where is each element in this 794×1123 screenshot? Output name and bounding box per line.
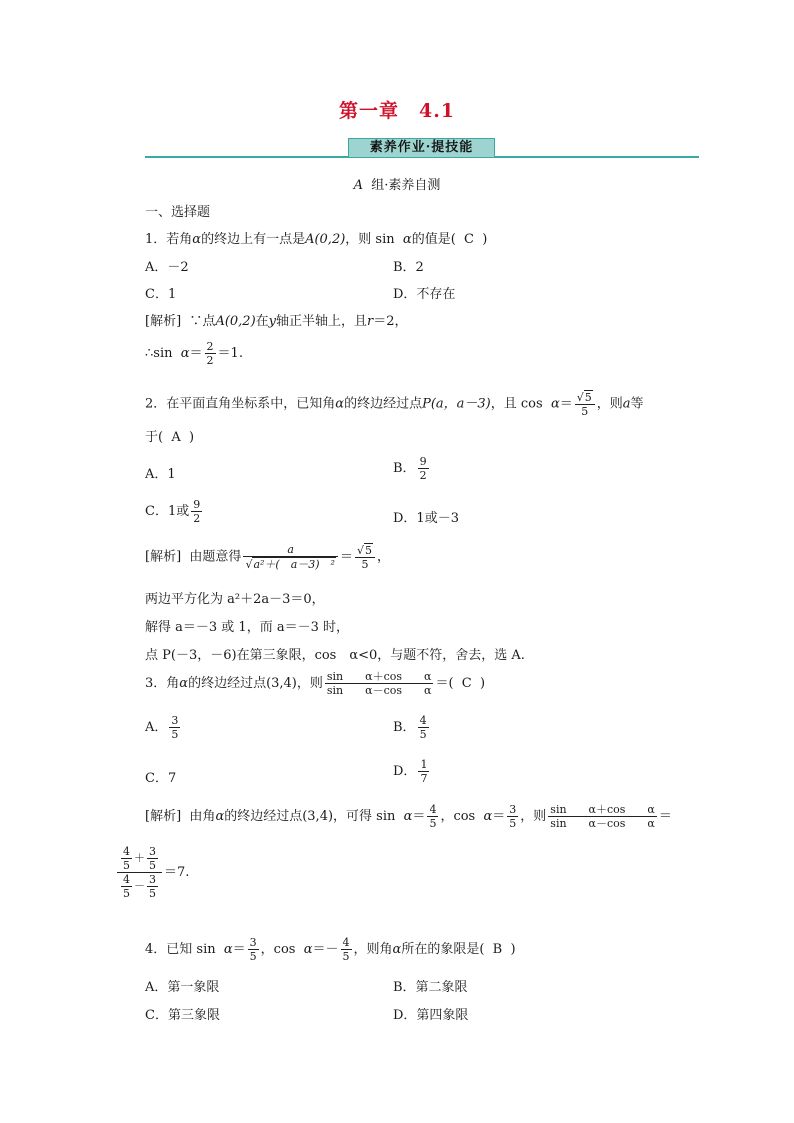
page-title: 第一章 4.1 [338, 100, 456, 122]
numerator: 4 [342, 936, 350, 949]
solution-tag: [解析] [145, 809, 182, 824]
section-heading: 一、选择题 [145, 205, 211, 220]
numerator: √5 [357, 544, 373, 557]
numerator: 9 [419, 455, 427, 468]
numerator: sin α＋cos α [550, 803, 655, 816]
equals: ＝ [412, 809, 426, 824]
q3-option-a [145, 714, 182, 741]
fraction [418, 455, 429, 482]
q2-stem: 的终边经过点 [344, 396, 423, 412]
fraction [121, 873, 132, 900]
q3-option-d [393, 758, 431, 785]
q1-option-d: D．不存在 [393, 287, 456, 302]
group-text: 组·素养自测 [371, 178, 441, 193]
denominator: 2 [206, 354, 214, 367]
q3-compound-fraction [115, 845, 189, 900]
option-label: B． [393, 461, 416, 476]
q1-solution-line1 [145, 310, 408, 329]
q1-point: A(0,2) [215, 314, 256, 329]
denominator: 5 [249, 950, 257, 963]
plus: ＋ [134, 851, 145, 865]
option-label: B． [393, 720, 416, 735]
question-2 [145, 390, 644, 418]
numerator: 4 [123, 845, 130, 858]
q4-option-d: D．第四象限 [393, 1008, 469, 1023]
group-heading [0, 174, 794, 193]
q3-answer: C [461, 676, 472, 691]
numerator: 4 [429, 803, 437, 816]
q2-option-b [393, 455, 431, 482]
denominator: 2 [419, 469, 427, 482]
option-label: D． [393, 764, 417, 779]
var-r: r [367, 314, 374, 329]
q4-answer: B [492, 942, 503, 957]
q4-option-c: C．第三象限 [145, 1008, 220, 1023]
alpha-symbol: α [402, 232, 412, 247]
denominator: √a²＋( a－3) ² [243, 556, 338, 571]
equals: ＝ [189, 346, 203, 361]
q4-close: ) [510, 942, 516, 957]
q3-stem: ＝( [435, 676, 454, 691]
q2-option-d: D．1或－3 [393, 511, 459, 526]
numerator: √5 [576, 391, 592, 404]
group-letter: A [353, 178, 363, 193]
fraction [575, 390, 595, 418]
fraction [147, 845, 158, 872]
var-a: a [622, 396, 631, 412]
numerator: 4 [419, 714, 427, 727]
sqrt-radicand: 5 [584, 391, 592, 404]
q1-sol-text: ∴sin [145, 346, 173, 361]
numerator: 2 [206, 340, 214, 353]
denominator: 5 [123, 859, 130, 872]
q1-option-c: C．1 [145, 287, 177, 302]
fraction [427, 803, 438, 830]
fraction [325, 670, 434, 697]
q1-sol-text: ∵点 [189, 314, 216, 329]
numerator: 3 [171, 714, 179, 727]
numerator: 3 [509, 803, 517, 816]
denominator: sin α－cos α [326, 684, 432, 697]
q4-option-b: B．第二象限 [393, 980, 468, 995]
q1-option-a: A．－2 [145, 260, 189, 275]
question-4 [145, 936, 516, 963]
equals: ＝ [658, 809, 672, 824]
equals: ＝ [232, 942, 246, 957]
equals: ＝ [492, 809, 506, 824]
q1-option-b: B．2 [393, 260, 424, 275]
equals: ＝－ [312, 942, 339, 957]
solution-tag: [解析] [145, 314, 182, 329]
alpha-symbol: α [483, 809, 493, 824]
q2-option-a: A．1 [145, 467, 176, 482]
q2-stem: 等 [630, 396, 644, 412]
denominator: 5 [149, 887, 156, 900]
alpha-symbol: α [215, 809, 225, 824]
q4-stem: ，则角 [353, 942, 393, 957]
var-y: y [268, 314, 277, 329]
fraction [548, 803, 657, 830]
denominator: sin α－cos α [550, 817, 655, 830]
alpha-symbol: α [223, 942, 233, 957]
q3-option-c: C．7 [145, 771, 177, 786]
q4-stem: 所在的象限是( [401, 942, 485, 957]
fraction [121, 845, 132, 872]
option-label: A． [145, 720, 168, 735]
q2-stem: ，且 cos [490, 396, 543, 412]
denominator: 5 [429, 817, 437, 830]
q2-solution-line3: 解得 a＝－3 或 1，而 a＝－3 时， [145, 620, 349, 635]
compound-fraction [117, 845, 162, 900]
question-1 [145, 228, 487, 247]
q1-stem: 1．若角 [145, 232, 193, 247]
q3-stem: 的终边经过点(3,4)，则 [188, 676, 323, 691]
q4-stem: 4．已知 sin [145, 942, 216, 957]
alpha-symbol: α [335, 396, 345, 412]
fraction [169, 714, 180, 741]
fraction [243, 543, 338, 571]
q2-point: P(a，a－3) [422, 396, 491, 412]
q1-solution-line2 [145, 340, 243, 367]
q2-sol-text: ， [377, 549, 391, 565]
numerator: sin α＋cos α [326, 670, 432, 683]
q1-stem-d: 的值是( [411, 232, 456, 247]
alpha-symbol: α [550, 396, 560, 412]
question-2-cont [145, 426, 194, 445]
q2-solution-line1 [145, 543, 390, 571]
numerator: 3 [249, 936, 257, 949]
q2-stem: ，则 [596, 396, 623, 412]
q3-solution-line1 [145, 803, 672, 830]
q1-stem-c: ，则 sin [345, 232, 395, 247]
alpha-symbol: α [403, 809, 413, 824]
fraction [341, 936, 352, 963]
fraction [191, 498, 202, 525]
q1-answer: C [464, 232, 474, 247]
alpha-symbol: α [192, 232, 202, 247]
q1-sol-text: ＝1. [217, 346, 243, 361]
q3-sol-text: ，cos [440, 809, 476, 824]
q2-stem: 于( [145, 430, 164, 445]
fraction [418, 758, 429, 785]
solution-tag: [解析] [145, 549, 182, 565]
q3-close: ) [480, 676, 486, 691]
q3-stem: 3．角 [145, 676, 180, 691]
denominator: 7 [420, 772, 428, 785]
q1-sol-text: ＝2， [373, 314, 408, 329]
q1-sol-text: 轴正半轴上，且 [276, 314, 368, 329]
q2-solution-line4: 点 P(－3，－6)在第三象限，cos α<0，与题不符，舍去，选 A. [145, 648, 525, 663]
q4-stem: ，cos [260, 942, 296, 957]
q2-stem: 2．在平面直角坐标系中，已知角 [145, 396, 336, 412]
compound-numerator [117, 845, 162, 872]
fraction [147, 873, 158, 900]
denominator: 5 [342, 950, 350, 963]
q3-sol-text: ，则 [520, 809, 547, 824]
alpha-symbol: α [179, 676, 189, 691]
sqrt-radicand: 5 [365, 544, 373, 557]
alpha-symbol: α [180, 346, 190, 361]
q3-sol-text: 由角 [189, 809, 216, 824]
q2-solution-line2: 两边平方化为 a²＋2a－3＝0， [145, 592, 325, 607]
q1-sol-text: 在 [255, 314, 269, 329]
q3-sol-text: 的终边经过点(3,4)，可得 sin [224, 809, 396, 824]
denominator: 5 [509, 817, 517, 830]
q2-answer: A [171, 430, 181, 445]
question-3 [145, 670, 485, 697]
fraction [418, 714, 429, 741]
fraction [205, 340, 216, 367]
numerator: 3 [149, 845, 156, 858]
fraction [355, 543, 375, 571]
q1-close: ) [482, 232, 488, 247]
q2-sol-text: 由题意得 [189, 549, 242, 565]
q3-sol-text: ＝7. [164, 865, 190, 880]
minus: － [134, 879, 145, 893]
q1-stem-b: 的终边上有一点是 [201, 232, 306, 247]
numerator: a [287, 543, 294, 556]
q1-point: A(0,2) [305, 232, 346, 247]
denominator: 5 [149, 859, 156, 872]
option-label: C．1或 [145, 504, 190, 519]
q2-option-c [145, 498, 204, 525]
denominator: 5 [419, 728, 427, 741]
alpha-symbol: α [303, 942, 313, 957]
denominator: 5 [123, 887, 130, 900]
numerator: 9 [193, 498, 201, 511]
equals: ＝ [559, 396, 573, 412]
q4-option-a: A．第一象限 [145, 980, 220, 995]
denominator: 5 [171, 728, 179, 741]
alpha-symbol: α [392, 942, 402, 957]
denominator: 5 [575, 404, 595, 418]
compound-denominator [117, 872, 162, 900]
q2-close: ) [189, 430, 195, 445]
numerator: 4 [123, 873, 130, 886]
q3-option-b [393, 714, 431, 741]
equals: ＝ [339, 549, 353, 565]
fraction [507, 803, 518, 830]
fraction [248, 936, 259, 963]
section-banner: 素养作业·提技能 [348, 138, 495, 157]
numerator: 3 [149, 873, 156, 886]
sqrt-radicand: a²＋( a－3) ² [253, 558, 335, 571]
denominator: 5 [355, 557, 375, 571]
numerator: 1 [420, 758, 428, 771]
denominator: 2 [193, 512, 201, 525]
